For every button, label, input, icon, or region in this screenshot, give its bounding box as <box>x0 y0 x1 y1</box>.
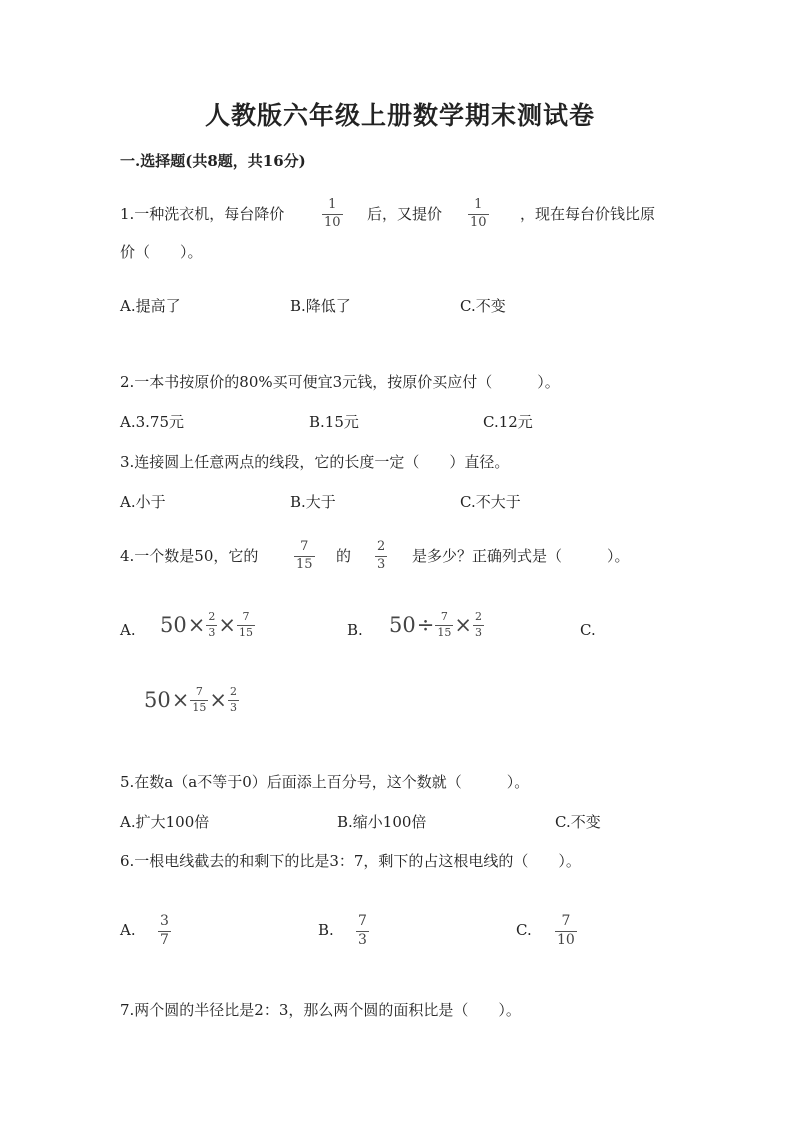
q3-option-c[interactable]: C.不大于 <box>460 493 521 511</box>
q4-option-a-expression[interactable] <box>160 611 255 639</box>
q4-option-c-label[interactable]: C. <box>580 621 596 639</box>
numerator: 2 <box>474 610 482 623</box>
denominator: 7 <box>160 932 169 948</box>
q5-option-b[interactable]: B.缩小100倍 <box>337 813 427 831</box>
denominator: 15 <box>437 626 452 639</box>
q1-fraction-2 <box>468 198 489 230</box>
q1-text-a: 1.一种洗衣机，每台降价 <box>120 205 285 223</box>
numerator: 2 <box>229 685 237 698</box>
denominator: 3 <box>474 626 482 639</box>
numerator: 2 <box>208 610 216 623</box>
q6-option-c-label[interactable]: C. <box>516 921 532 939</box>
q5-option-a[interactable]: A.扩大100倍 <box>120 813 210 831</box>
divide-sign: ÷ <box>416 613 435 637</box>
q4-option-a-label[interactable]: A. <box>120 621 136 639</box>
q2-option-b[interactable]: B.15元 <box>309 413 359 431</box>
denominator: 15 <box>192 701 207 714</box>
q4-text-c: 是多少？正确列式是（ ）。 <box>412 547 630 565</box>
q4-f2-numerator: 2 <box>377 539 386 554</box>
expr-number: 50 <box>160 613 187 637</box>
q1-text-d: 价（ ）。 <box>120 243 203 261</box>
q1-option-c[interactable]: C.不变 <box>460 297 506 315</box>
q4-text-b: 的 <box>336 547 352 565</box>
expr-fraction <box>473 611 484 639</box>
multiply-sign: × <box>218 613 236 637</box>
q3-option-b[interactable]: B.大于 <box>290 493 336 511</box>
q6-option-b-label[interactable]: B. <box>318 921 334 939</box>
denominator: 3 <box>208 626 216 639</box>
q4-option-b-expression[interactable] <box>389 611 484 639</box>
q1-f1-numerator: 1 <box>328 197 337 212</box>
expr-fraction <box>435 611 453 639</box>
q5-option-c[interactable]: C.不变 <box>555 813 601 831</box>
q2-text: 2.一本书按原价的80%买可便宜3元钱，按原价买应付（ ）。 <box>120 373 560 391</box>
denominator: 10 <box>557 932 575 948</box>
numerator: 7 <box>358 913 367 929</box>
q6-option-a-fraction[interactable] <box>158 914 171 948</box>
q4-fraction-2 <box>375 540 387 572</box>
q6-option-b-fraction[interactable] <box>356 914 369 948</box>
q1-f2-numerator: 1 <box>474 197 483 212</box>
q2-option-c[interactable]: C.12元 <box>483 413 533 431</box>
multiply-sign: × <box>209 688 227 712</box>
q4-f1-denominator: 15 <box>296 557 313 572</box>
q1-f2-denominator: 10 <box>470 215 487 230</box>
multiply-sign: × <box>454 613 472 637</box>
q4-option-b-label[interactable]: B. <box>347 621 363 639</box>
q1-fraction-1 <box>322 198 343 230</box>
q1-text-c: ，现在每台价钱比原 <box>520 205 656 223</box>
q2-option-a[interactable]: A.3.75元 <box>120 413 184 431</box>
q1-f1-denominator: 10 <box>324 215 341 230</box>
denominator: 3 <box>358 932 367 948</box>
q1-text-b: 后，又提价 <box>367 205 443 223</box>
q1-option-b[interactable]: B.降低了 <box>290 297 351 315</box>
expr-fraction <box>237 611 255 639</box>
q4-text-a: 4.一个数是50，它的 <box>120 547 259 565</box>
numerator: 7 <box>561 913 571 929</box>
q6-option-a-label[interactable]: A. <box>120 921 136 939</box>
section-heading: 一.选择题(共8题，共16分) <box>120 152 306 170</box>
expr-number: 50 <box>389 613 416 637</box>
q4-f1-numerator: 7 <box>300 539 309 554</box>
expr-fraction <box>228 686 239 714</box>
denominator: 3 <box>229 701 237 714</box>
multiply-sign: × <box>171 688 190 712</box>
numerator: 3 <box>160 913 169 929</box>
q7-text: 7.两个圆的半径比是2：3，那么两个圆的面积比是（ ）。 <box>120 1001 521 1019</box>
numerator: 7 <box>440 610 448 623</box>
numerator: 7 <box>195 685 203 698</box>
expr-fraction <box>190 686 208 714</box>
q4-fraction-1 <box>294 540 315 572</box>
multiply-sign: × <box>187 613 206 637</box>
q1-option-a[interactable]: A.提高了 <box>120 297 181 315</box>
page-title: 人教版六年级上册数学期末测试卷 <box>204 101 595 130</box>
q6-text: 6.一根电线截去的和剩下的比是3：7，剩下的占这根电线的（ ）。 <box>120 852 581 870</box>
numerator: 7 <box>242 610 250 623</box>
q3-text: 3.连接圆上任意两点的线段，它的长度一定（ ）直径。 <box>120 453 510 471</box>
q6-option-c-fraction[interactable] <box>555 914 577 948</box>
expr-fraction <box>206 611 217 639</box>
q3-option-a[interactable]: A.小于 <box>120 493 166 511</box>
q4-f2-denominator: 3 <box>377 557 386 572</box>
q5-text: 5.在数a（a不等于0）后面添上百分号，这个数就（ ）。 <box>120 773 530 791</box>
q4-option-c-expression[interactable] <box>144 686 239 714</box>
denominator: 15 <box>238 626 253 639</box>
expr-number: 50 <box>144 688 171 712</box>
